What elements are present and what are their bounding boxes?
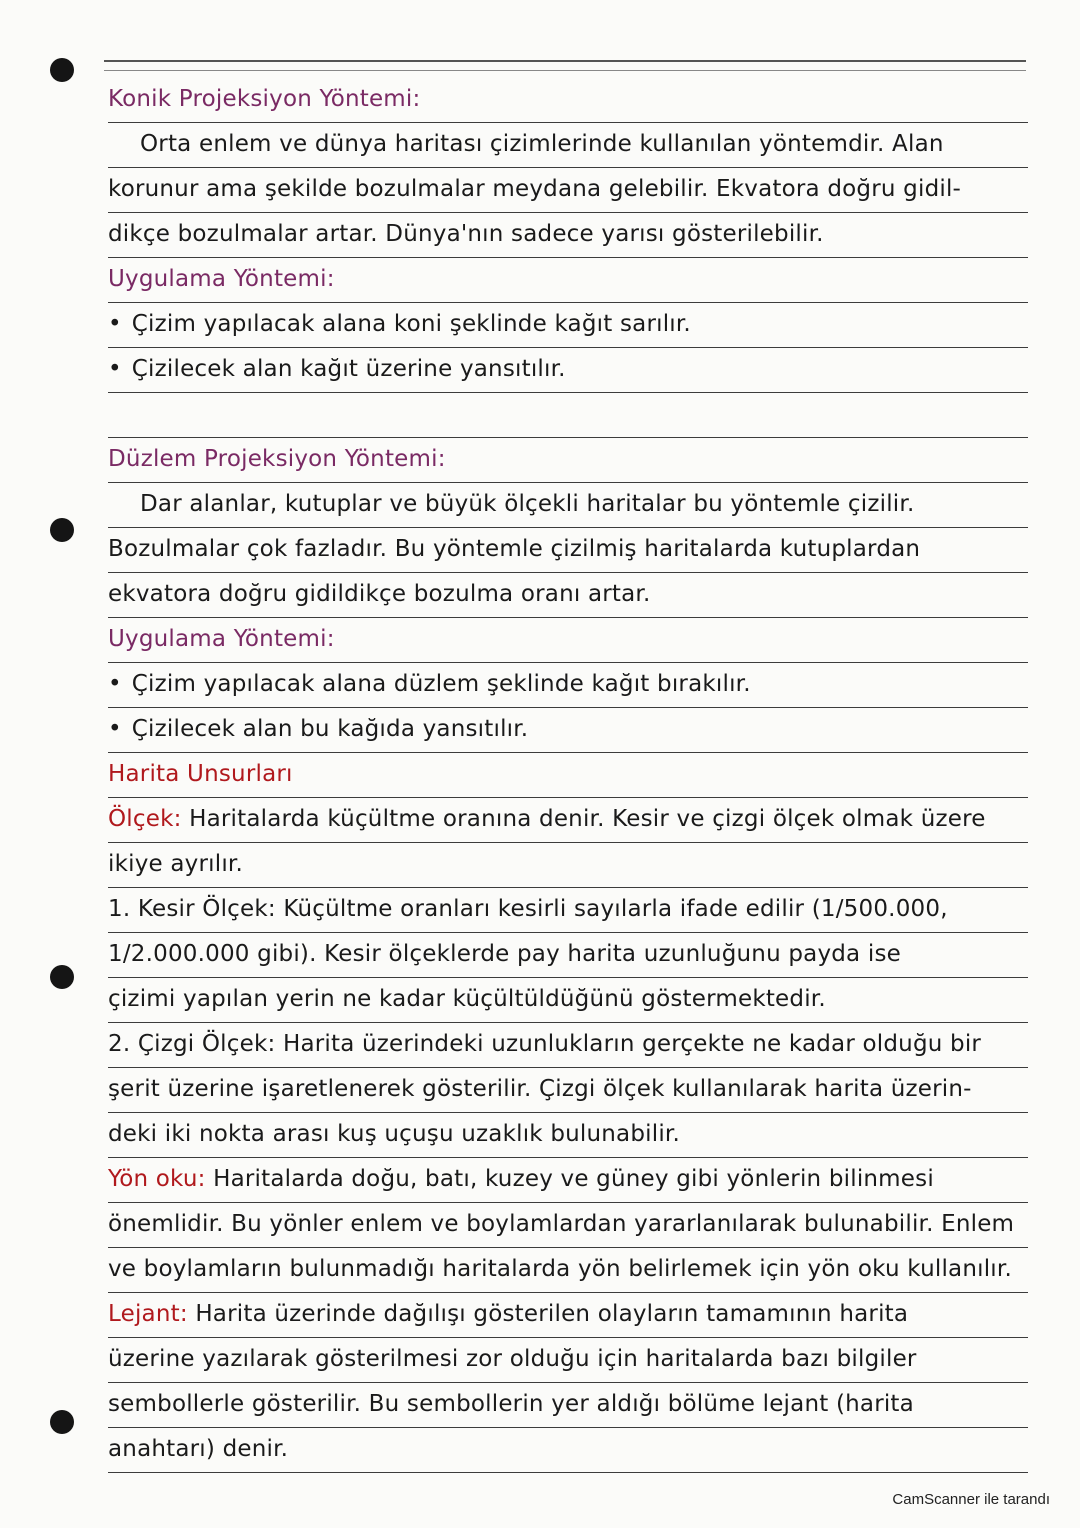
paragraph-line: çizimi yapılan yerin ne kadar küçültüldüğünü göstermektedir. [108,986,826,1012]
binder-hole [50,518,74,542]
paragraph-line: önemlidir. Bu yönler enlem ve boylamlardan yararlanılarak bulunabilir. Enlem [108,1211,1015,1237]
paragraph-line: ve boylamların bulunmadığı haritalarda yön belirlemek için yön oku kullanılır. [108,1256,1012,1282]
bullet-item: • Çizim yapılacak alana düzlem şeklinde kağıt bırakılır. [108,661,1028,707]
paragraph-line: anahtarı) denir. [108,1436,289,1462]
paragraph-line: Dar alanlar, kutuplar ve büyük ölçekli haritalar bu yöntemle çizilir. [140,491,915,517]
scanner-watermark: CamScanner ile tarandı [892,1491,1050,1508]
ruled-area [108,0,1028,1528]
bullet-item: • Çizilecek alan kağıt üzerine yansıtılır. [108,346,1028,392]
paragraph-line: deki iki nokta arası kuş uçuşu uzaklık bulunabilir. [108,1121,680,1147]
section-title-duzlem: Düzlem Projeksiyon Yöntemi: [108,446,446,472]
bullet-icon: • [108,716,122,742]
ruled-line [108,1472,1028,1473]
paragraph-line: Bozulmalar çok fazladır. Bu yöntemle çizilmiş haritalarda kutuplardan [108,536,921,562]
paragraph-line: korunur ama şekilde bozulmalar meydana gelebilir. Ekvatora doğru gidil- [108,176,962,202]
paragraph-line: sembollerle gösterilir. Bu sembollerin yer aldığı bölüme lejant (harita [108,1391,914,1417]
paragraph-line: 1. Kesir Ölçek: Küçültme oranları kesirli sayılarla ifade edilir (1/500.000, [108,896,948,922]
bullet-icon: • [108,356,122,382]
paragraph-line: dikçe bozulmalar artar. Dünya'nın sadece yarısı gösterilebilir. [108,221,824,247]
method-title: Uygulama Yöntemi: [108,626,335,652]
bullet-icon: • [108,671,122,697]
binder-hole [50,58,74,82]
paragraph-line: 2. Çizgi Ölçek: Harita üzerindeki uzunlukların gerçekte ne kadar olduğu bir [108,1031,982,1057]
paragraph-line: 1/2.000.000 gibi). Kesir ölçeklerde pay harita uzunluğunu payda ise [108,941,901,967]
term-label: 2. Çizgi Ölçek: [108,1031,276,1057]
paragraph-line: Orta enlem ve dünya haritası çizimlerinde kullanılan yöntemdir. Alan [140,131,944,157]
section-title-konik: Konik Projeksiyon Yöntemi: [108,86,421,112]
paragraph-line: ekvatora doğru gidildikçe bozulma oranı artar. [108,581,651,607]
paragraph-line: ikiye ayrılır. [108,851,243,877]
binder-hole [50,965,74,989]
paragraph-line: şerit üzerine işaretlenerek gösterilir. Çizgi ölçek kullanılarak harita üzerin- [108,1076,972,1102]
term-label: 1. Kesir Ölçek: [108,896,276,922]
section-title-harita-unsurlari: Harita Unsurları [108,761,293,787]
ruled-line [108,392,1028,393]
paragraph-line: Lejant: Harita üzerinde dağılışı gösterilen olayların tamamının harita [108,1301,909,1327]
bullet-item: • Çizim yapılacak alana koni şeklinde kağıt sarılır. [108,301,1028,347]
method-title: Uygulama Yöntemi: [108,266,335,292]
term-label: Lejant: [108,1301,188,1327]
paragraph-line: Yön oku: Haritalarda doğu, batı, kuzey ve güney gibi yönlerin bilinmesi [108,1166,934,1192]
bullet-icon: • [108,311,122,337]
bullet-item: • Çizilecek alan bu kağıda yansıtılır. [108,706,1028,752]
binder-hole [50,1410,74,1434]
paragraph-line: Ölçek: Haritalarda küçültme oranına denir. Kesir ve çizgi ölçek olmak üzere [108,806,986,832]
term-label: Ölçek: [108,806,182,832]
term-label: Yön oku: [108,1166,206,1192]
paragraph-line: üzerine yazılarak gösterilmesi zor olduğu için haritalarda bazı bilgiler [108,1346,917,1372]
